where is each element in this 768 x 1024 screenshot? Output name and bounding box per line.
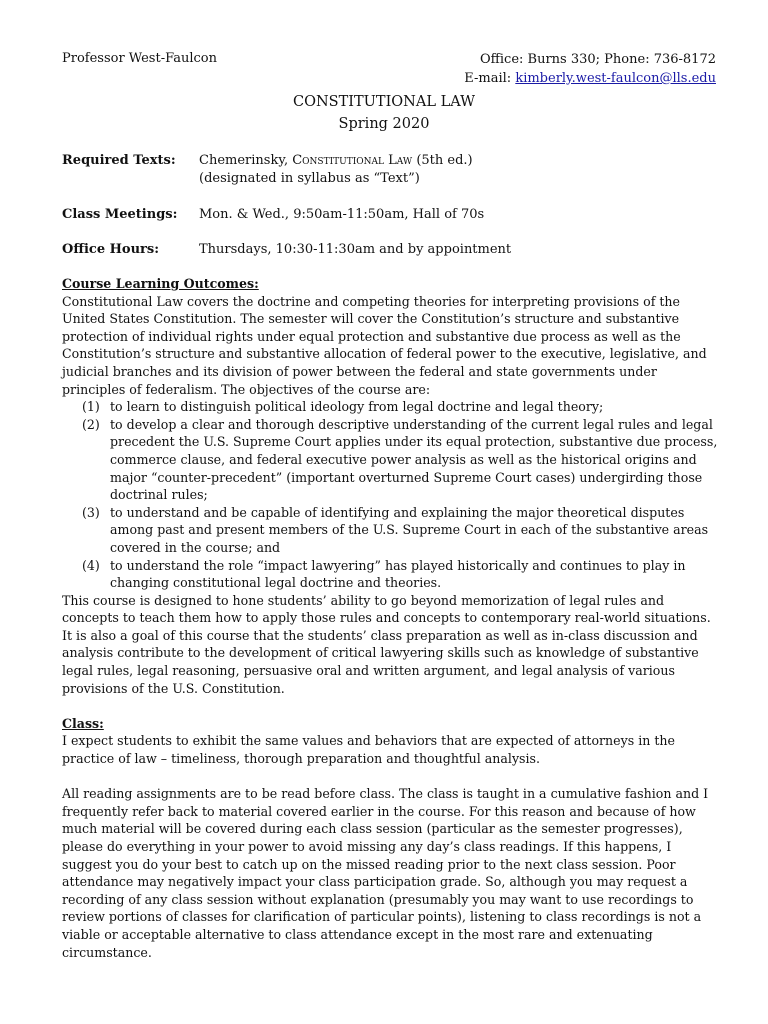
objective-item xyxy=(62,416,718,504)
objective-item xyxy=(62,504,718,557)
class-meetings-label: Class Meetings: xyxy=(62,207,178,222)
required-texts-label: Required Texts: xyxy=(62,153,176,168)
class-paragraph-2: All reading assignments are to be read before class. The class is taught in a cumulative fashion and I frequently refer back to material covered earlier in the course. For this reason and because of how much material will be covered during each class session (particular as the semester progresses), please do everything in your power to avoid missing any day’s class readings. If this happens, I suggest you do your best to catch up on the missed reading prior to the next class session. Poor attendance may negatively impact your class participation grade. So, although you may request a recording of any class session without explanation (presumably you may want to use recordings to review portions of classes for clarification of particular points), listening to class recordings is not a viable or acceptable alternative to class attendance except in the most rare and extenuating circumstance. xyxy=(62,786,709,960)
outcomes-heading: Course Learning Outcomes: xyxy=(62,276,259,291)
objective-text: to develop a clear and thorough descriptive understanding of the current legal rules and legal precedent the U.S. Supreme Court applies under its equal protection, substantive due process, commerce clause, and federal executive power analysis as well as the historical origins and major “counter-precedent” (important overturned Supreme Court cases) undergirding those doctrinal rules; xyxy=(110,416,718,503)
objective-number: (1) xyxy=(82,399,100,415)
syllabus-body xyxy=(62,275,718,961)
course-title: CONSTITUTIONAL LAW xyxy=(293,94,475,110)
class-heading: Class: xyxy=(62,715,104,731)
objective-number: (4) xyxy=(82,557,100,573)
objective-text: to understand and be capable of identifying and explaining the major theoretical disputes among past and present members of the U.S. Supreme Court in each of the substantive areas covered in the course; and xyxy=(110,504,709,555)
objective-item xyxy=(62,557,718,592)
office-hours-label: Office Hours: xyxy=(62,242,160,257)
contact-block xyxy=(426,50,716,88)
texts-note: (designated in syllabus as “Text”) xyxy=(199,171,420,186)
objective-item xyxy=(62,398,718,416)
objective-text: to learn to distinguish political ideology from legal doctrine and legal theory; xyxy=(110,399,604,415)
texts-edition: (5th ed.) xyxy=(416,153,473,168)
office-phone: Office: Burns 330; Phone: 736-8172 xyxy=(480,52,716,67)
objective-number: (2) xyxy=(82,416,100,432)
office-hours-value: Thursdays, 10:30-11:30am and by appointment xyxy=(199,242,512,257)
email-label: E-mail: xyxy=(464,71,512,86)
email-link[interactable]: kimberly.west-faulcon@lls.edu xyxy=(515,71,716,86)
objectives-list xyxy=(62,398,718,592)
objective-text: to understand the role “impact lawyering” has played historically and continues to play in changing constitutional legal doctrine and theories. xyxy=(110,557,686,591)
required-texts-value xyxy=(199,152,473,188)
email-row xyxy=(426,69,716,88)
outcomes-closing: This course is designed to hone students’ ability to go beyond memorization of legal rules and concepts to teach them how to apply those rules and concepts to contemporary real-world situations. It is also a goal of this course that the students’ class preparation as well as in-class discussion and analysis contribute to the development of critical lawyering skills such as knowledge of substantive legal rules, legal reasoning, persuasive oral and written argument, and legal analysis of various provisions of the U.S. Constitution. xyxy=(62,592,711,696)
objective-number: (3) xyxy=(82,504,100,520)
class-paragraph-1: I expect students to exhibit the same values and behaviors that are expected of attorneys in the practice of law – timeliness, thorough preparation and thoughtful analysis. xyxy=(62,733,675,767)
texts-book: Constitutional Law xyxy=(292,153,413,168)
professor-name: Professor West-Faulcon xyxy=(62,51,217,66)
texts-author: Chemerinsky, xyxy=(199,153,289,168)
outcomes-intro: Constitutional Law covers the doctrine and competing theories for interpreting provisions of the United States Constitution. The semester will cover the Constitution’s structure and substantive protection of individual rights under equal protection and substantive due process as well as the Constitution’s structure and substantive allocation of federal power to the executive, legislative, and judicial branches and its division of power between the federal and state governments under principles of federalism. The objectives of the course are: xyxy=(62,293,707,397)
course-term: Spring 2020 xyxy=(338,116,430,132)
class-meetings-value: Mon. & Wed., 9:50am-11:50am, Hall of 70s xyxy=(199,207,485,222)
